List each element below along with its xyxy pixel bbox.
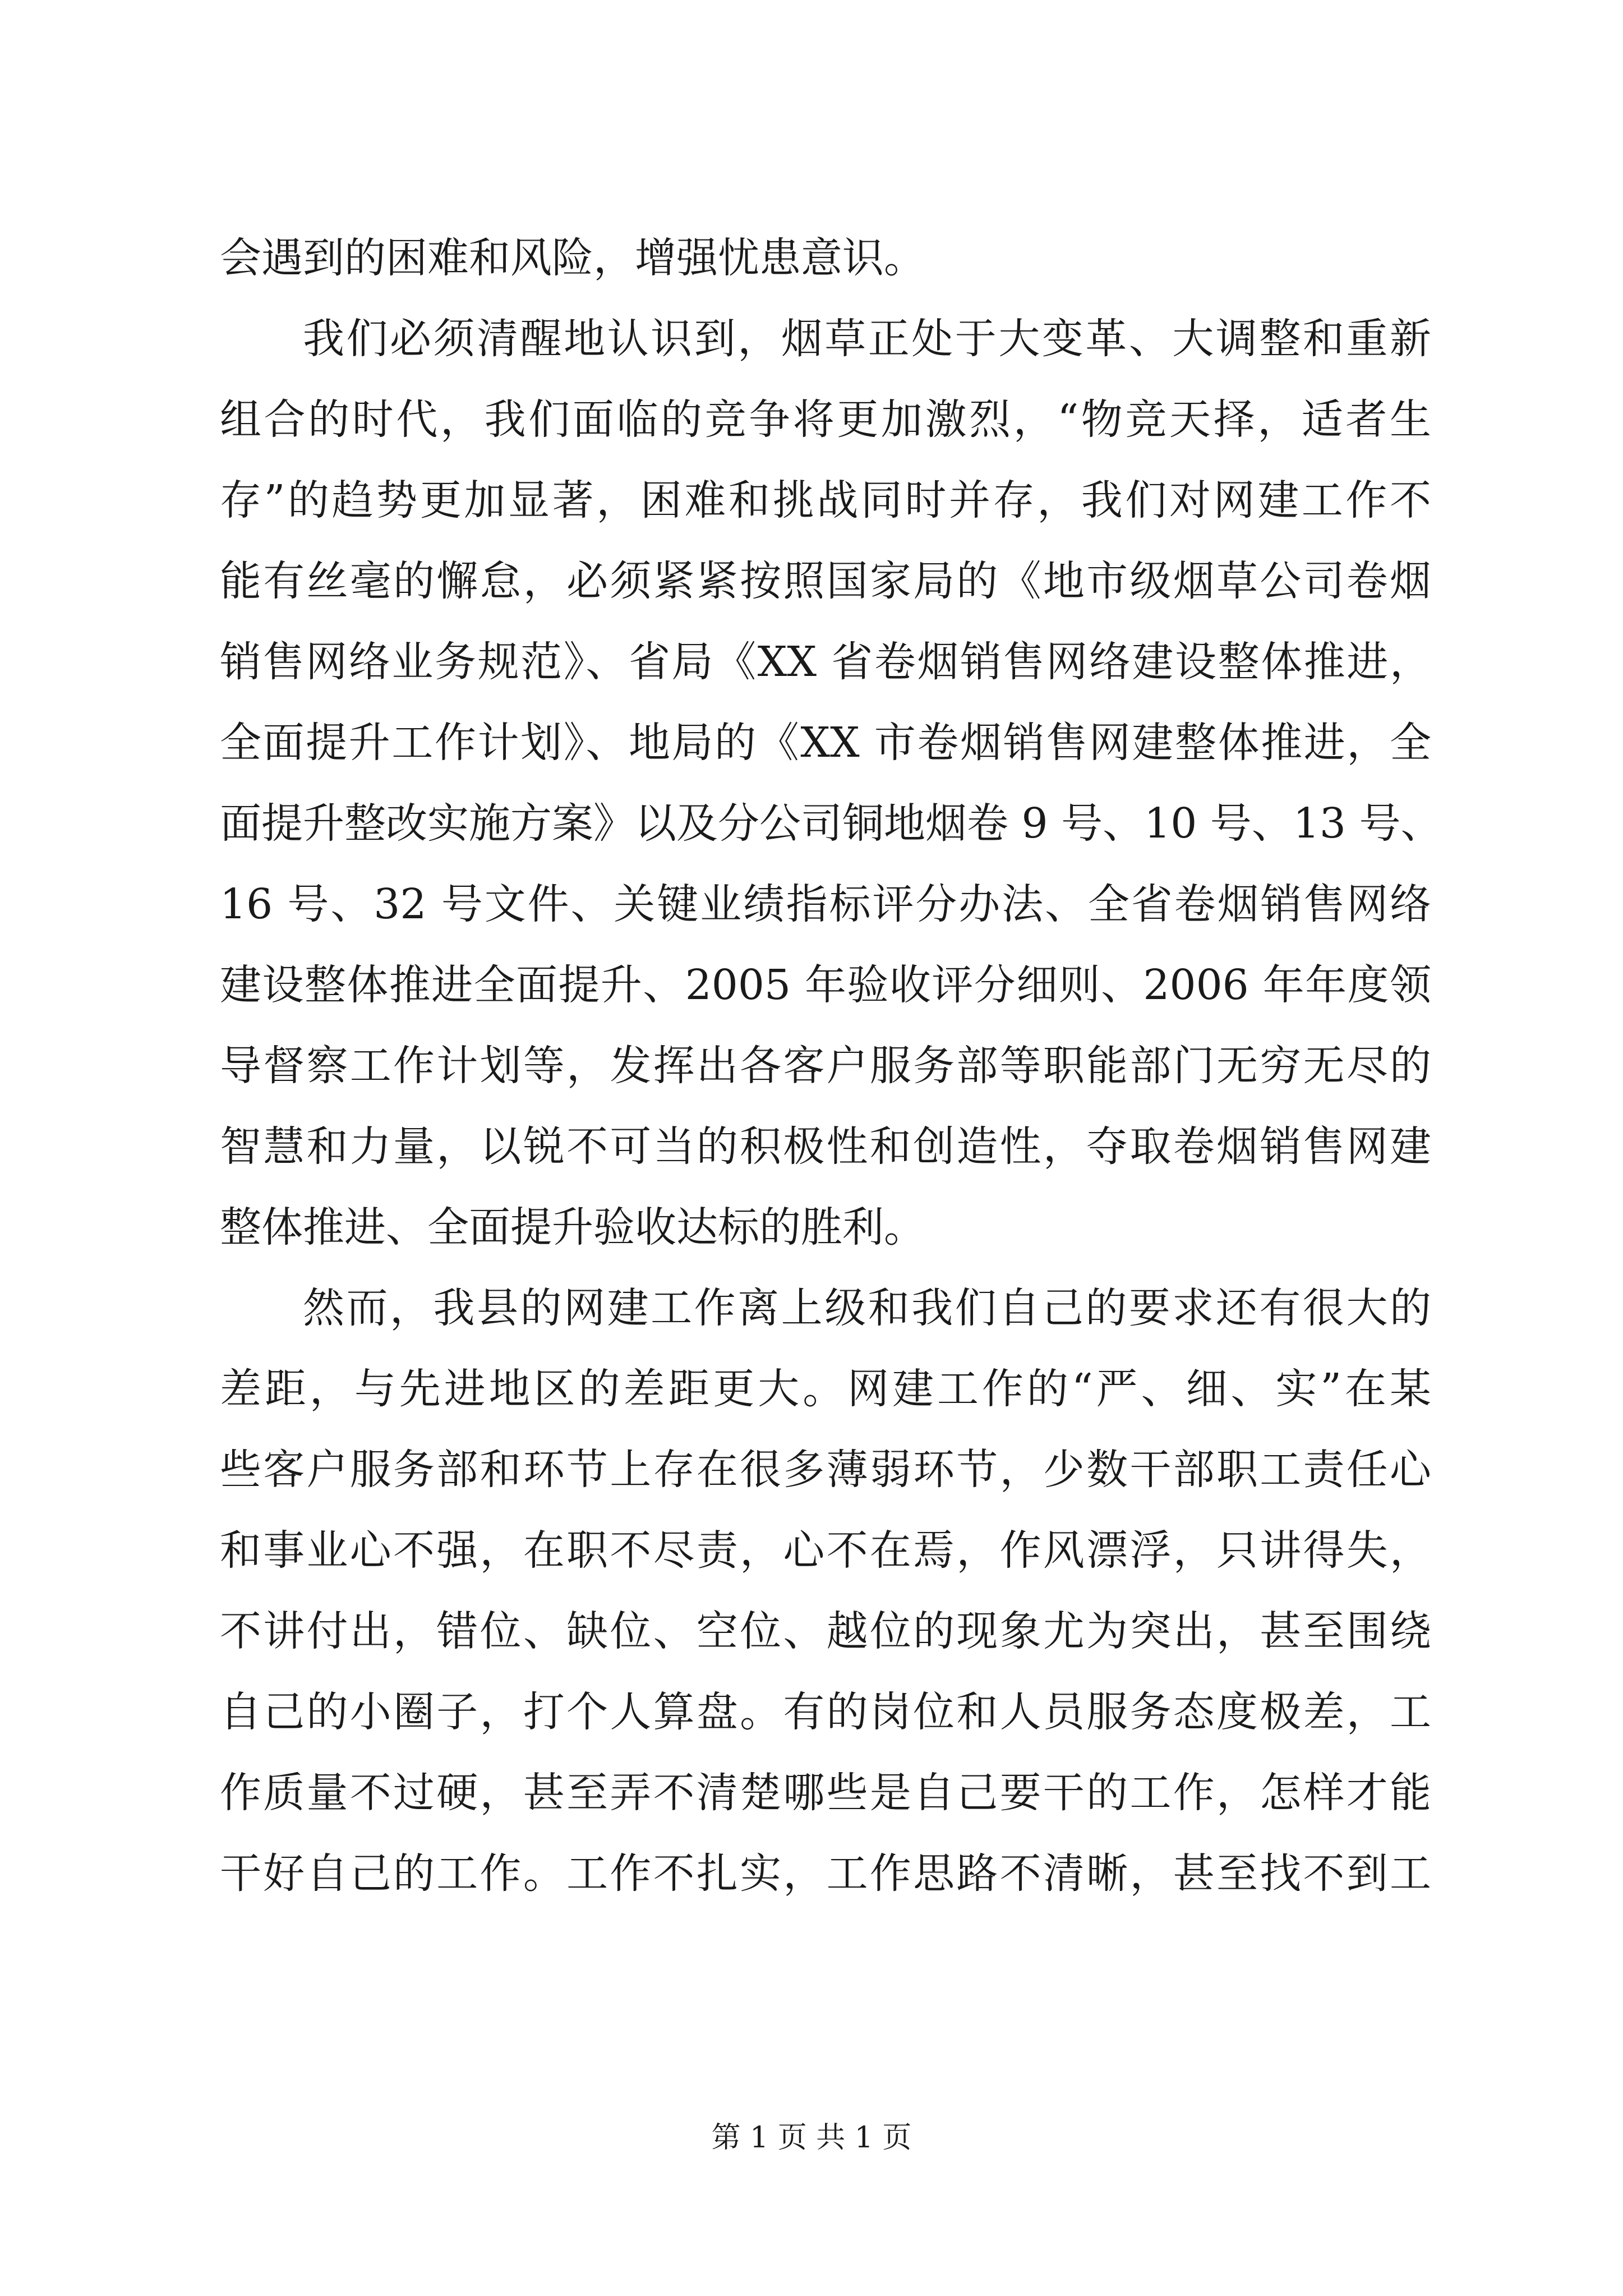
text-line: 差距，与先进地区的差距更大。网建工作的“严、细、实”在某 [220,1365,1431,1413]
text-line: 建设整体推进全面提升、2005 年验收评分细则、2006 年年度领 [220,961,1431,1009]
text-line: 能有丝毫的懈怠，必须紧紧按照国家局的《地市级烟草公司卷烟 [220,557,1431,605]
text-line: 组合的时代，我们面临的竞争将更加激烈，“物竞天择，适者生 [220,395,1431,444]
document-body [220,218,1442,1914]
text-line: 全面提升工作计划》、地局的《XX 市卷烟销售网建整体推进，全 [220,719,1431,767]
page-number-footer: 第 1 页 共 1 页 [711,2121,912,2155]
paragraph-first-line: 我们必须清醒地认识到，烟草正处于大变革、大调整和重新 [303,315,1431,363]
text-line: 16 号、32 号文件、关键业绩指标评分办法、全省卷烟销售网络 [220,880,1431,928]
text-line: 和事业心不强，在职不尽责，心不在焉，作风漂浮，只讲得失， [220,1526,1431,1575]
paragraph-first-line: 然而，我县的网建工作离上级和我们自己的要求还有很大的 [303,1284,1431,1332]
text-line: 些客户服务部和环节上存在很多薄弱环节，少数干部职工责任心 [220,1446,1431,1494]
text-line: 智慧和力量，以锐不可当的积极性和创造性，夺取卷烟销售网建 [220,1122,1431,1171]
text-line: 作质量不过硬，甚至弄不清楚哪些是自己要干的工作，怎样才能 [220,1769,1431,1817]
text-line: 面提升整改实施方案》以及分公司铜地烟卷 9 号、10 号、13 号、 [220,799,1442,848]
text-line: 干好自己的工作。工作不扎实，工作思路不清晰，甚至找不到工 [220,1849,1431,1898]
text-line: 自己的小圈子，打个人算盘。有的岗位和人员服务态度极差，工 [220,1688,1431,1736]
text-line: 销售网络业务规范》、省局《XX 省卷烟销售网络建设整体推进， [220,638,1431,686]
text-line: 存”的趋势更加显著，困难和挑战同时并存，我们对网建工作不 [220,476,1431,524]
text-line: 导督察工作计划等，发挥出各客户服务部等职能部门无穷无尽的 [220,1042,1431,1090]
text-line: 不讲付出，错位、缺位、空位、越位的现象尤为突出，甚至围绕 [220,1607,1431,1655]
paragraph-last-line: 整体推进、全面提升验收达标的胜利。 [220,1203,925,1251]
text-line: 会遇到的困难和风险，增强忧患意识。 [220,234,925,282]
